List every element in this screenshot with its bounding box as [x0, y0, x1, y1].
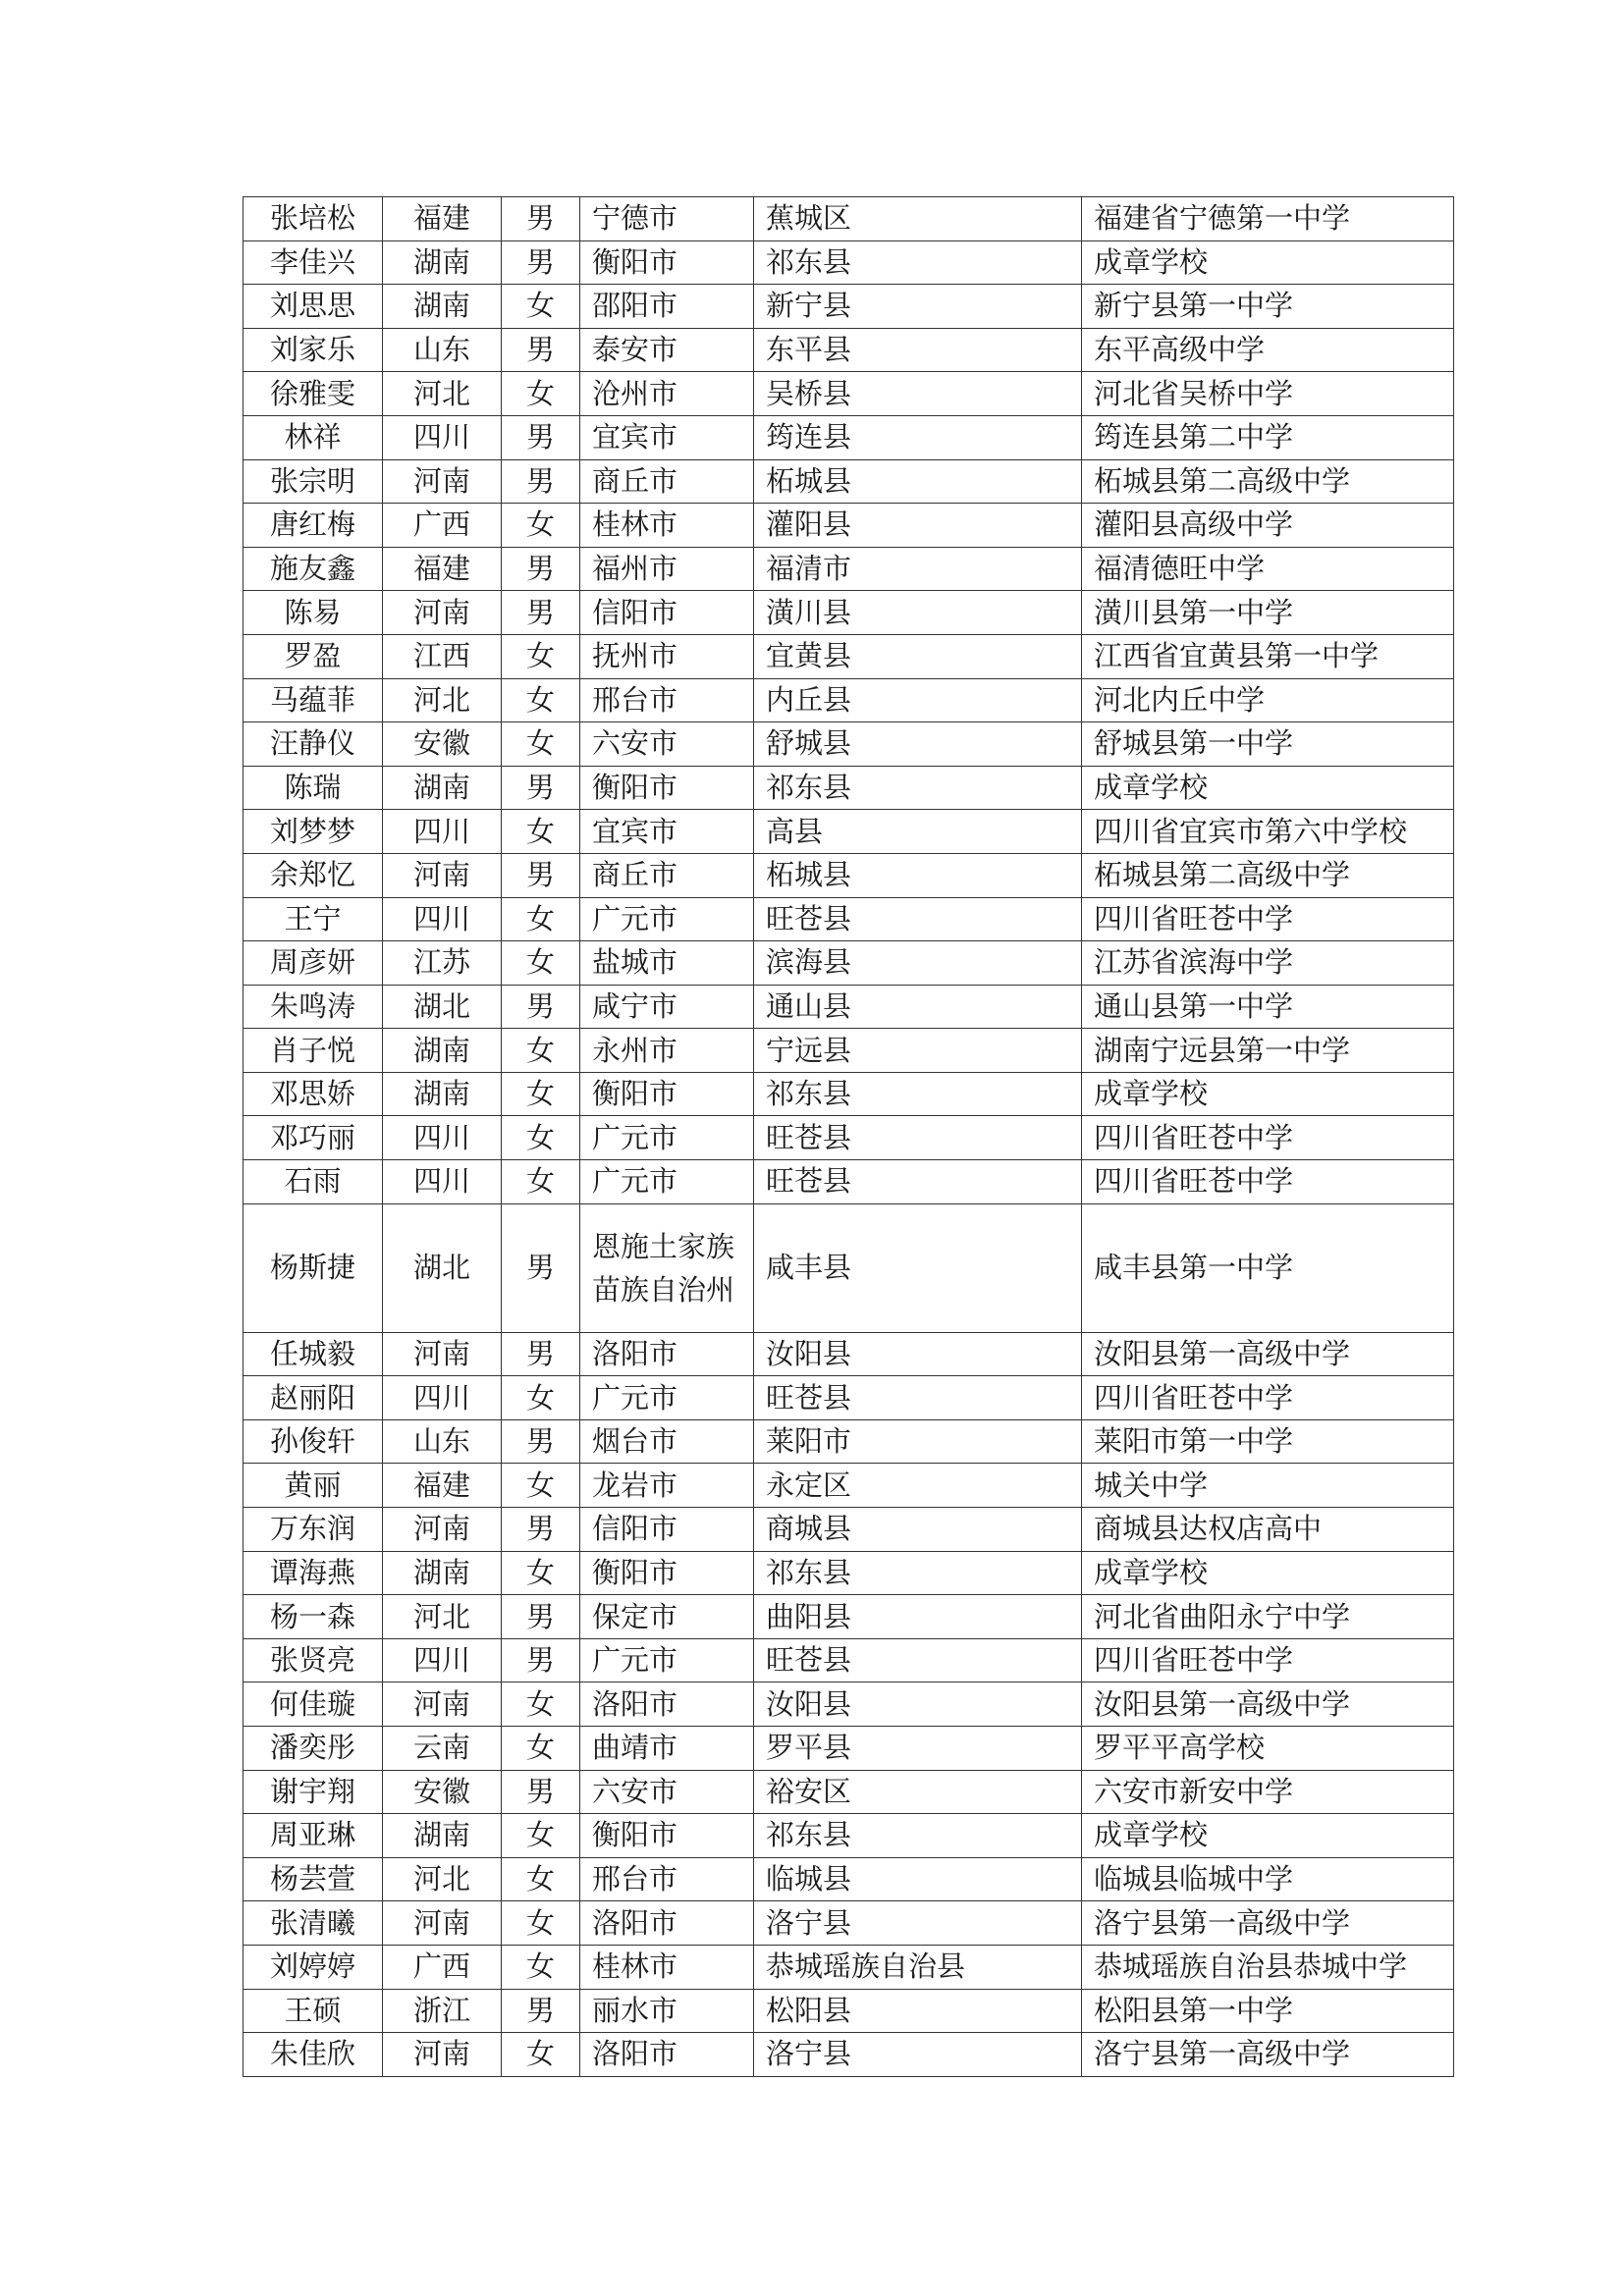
- table-row: [244, 810, 1454, 854]
- table-row: [244, 1332, 1454, 1376]
- cell-name: 谢宇翔: [244, 1770, 383, 1814]
- cell-gender: 女: [502, 634, 580, 678]
- cell-city: 信阳市: [580, 1508, 754, 1552]
- table-row: [244, 372, 1454, 416]
- cell-city: 邢台市: [580, 678, 754, 722]
- cell-county: 内丘县: [754, 678, 1082, 722]
- cell-province: 安徽: [383, 1770, 502, 1814]
- cell-name: 朱佳欣: [244, 2033, 383, 2077]
- cell-county: 通山县: [754, 985, 1082, 1029]
- cell-city: 衡阳市: [580, 766, 754, 810]
- cell-school: 四川省宜宾市第六中学校: [1082, 810, 1454, 854]
- cell-name: 林祥: [244, 415, 383, 459]
- cell-city: 咸宁市: [580, 985, 754, 1029]
- cell-name: 谭海燕: [244, 1551, 383, 1595]
- cell-school: 舒城县第一中学: [1082, 722, 1454, 767]
- cell-county: 灌阳县: [754, 504, 1082, 548]
- cell-city: 恩施土家族苗族自治州: [580, 1203, 754, 1332]
- cell-city: 洛阳市: [580, 1682, 754, 1727]
- cell-gender: 女: [502, 285, 580, 329]
- cell-name: 刘思思: [244, 285, 383, 329]
- cell-province: 山东: [383, 328, 502, 372]
- cell-gender: 女: [502, 1682, 580, 1727]
- cell-province: 湖北: [383, 985, 502, 1029]
- cell-name: 肖子悦: [244, 1029, 383, 1073]
- cell-county: 汝阳县: [754, 1332, 1082, 1376]
- cell-name: 罗盈: [244, 634, 383, 678]
- cell-school: 通山县第一中学: [1082, 985, 1454, 1029]
- cell-gender: 女: [502, 678, 580, 722]
- cell-school: 汝阳县第一高级中学: [1082, 1682, 1454, 1727]
- cell-gender: 女: [502, 372, 580, 416]
- cell-province: 广西: [383, 504, 502, 548]
- cell-province: 河南: [383, 2033, 502, 2077]
- cell-name: 周彦妍: [244, 941, 383, 986]
- cell-gender: 女: [502, 1116, 580, 1160]
- cell-county: 裕安区: [754, 1770, 1082, 1814]
- cell-school: 莱阳市第一中学: [1082, 1419, 1454, 1464]
- cell-school: 福建省宁德第一中学: [1082, 197, 1454, 241]
- cell-city: 沧州市: [580, 372, 754, 416]
- table-row: [244, 1638, 1454, 1682]
- cell-county: 高县: [754, 810, 1082, 854]
- cell-school: 河北内丘中学: [1082, 678, 1454, 722]
- cell-name: 李佳兴: [244, 240, 383, 285]
- cell-county: 旺苍县: [754, 1160, 1082, 1204]
- cell-province: 河南: [383, 1332, 502, 1376]
- cell-province: 湖南: [383, 1814, 502, 1858]
- cell-school: 恭城瑶族自治县恭城中学: [1082, 1945, 1454, 1989]
- cell-county: 祁东县: [754, 1814, 1082, 1858]
- cell-school: 柘城县第二高级中学: [1082, 853, 1454, 897]
- cell-province: 四川: [383, 415, 502, 459]
- cell-city: 衡阳市: [580, 1072, 754, 1116]
- table-row: [244, 1508, 1454, 1552]
- cell-city: 盐城市: [580, 941, 754, 986]
- table-row: [244, 415, 1454, 459]
- table-row: [244, 240, 1454, 285]
- cell-name: 唐红梅: [244, 504, 383, 548]
- roster-body: [244, 197, 1454, 2077]
- cell-name: 黄丽: [244, 1464, 383, 1508]
- cell-school: 四川省旺苍中学: [1082, 897, 1454, 941]
- cell-name: 万东润: [244, 1508, 383, 1552]
- cell-city: 六安市: [580, 722, 754, 767]
- cell-county: 商城县: [754, 1508, 1082, 1552]
- cell-city: 信阳市: [580, 591, 754, 635]
- cell-gender: 男: [502, 1638, 580, 1682]
- table-row: [244, 547, 1454, 591]
- cell-county: 汝阳县: [754, 1682, 1082, 1727]
- cell-gender: 女: [502, 504, 580, 548]
- table-row: [244, 328, 1454, 372]
- cell-county: 永定区: [754, 1464, 1082, 1508]
- cell-school: 成章学校: [1082, 1551, 1454, 1595]
- cell-province: 福建: [383, 1464, 502, 1508]
- cell-county: 福清市: [754, 547, 1082, 591]
- cell-school: 四川省旺苍中学: [1082, 1376, 1454, 1420]
- cell-county: 罗平县: [754, 1727, 1082, 1771]
- cell-school: 成章学校: [1082, 240, 1454, 285]
- cell-city: 宜宾市: [580, 810, 754, 854]
- cell-gender: 男: [502, 197, 580, 241]
- cell-school: 江苏省滨海中学: [1082, 941, 1454, 986]
- cell-province: 山东: [383, 1419, 502, 1464]
- cell-gender: 男: [502, 1419, 580, 1464]
- cell-province: 福建: [383, 197, 502, 241]
- cell-city: 邢台市: [580, 1857, 754, 1901]
- table-row: [244, 1989, 1454, 2033]
- cell-gender: 女: [502, 1160, 580, 1204]
- cell-school: 成章学校: [1082, 1814, 1454, 1858]
- cell-province: 河南: [383, 1682, 502, 1727]
- cell-province: 河北: [383, 1595, 502, 1639]
- cell-county: 祁东县: [754, 1072, 1082, 1116]
- cell-school: 湖南宁远县第一中学: [1082, 1029, 1454, 1073]
- cell-name: 任城毅: [244, 1332, 383, 1376]
- cell-province: 湖南: [383, 1029, 502, 1073]
- cell-school: 柘城县第二高级中学: [1082, 459, 1454, 504]
- cell-county: 恭城瑶族自治县: [754, 1945, 1082, 1989]
- cell-county: 洛宁县: [754, 1901, 1082, 1946]
- cell-gender: 女: [502, 1945, 580, 1989]
- cell-name: 刘梦梦: [244, 810, 383, 854]
- table-row: [244, 1029, 1454, 1073]
- cell-county: 舒城县: [754, 722, 1082, 767]
- cell-county: 莱阳市: [754, 1419, 1082, 1464]
- cell-city: 广元市: [580, 1160, 754, 1204]
- cell-school: 河北省曲阳永宁中学: [1082, 1595, 1454, 1639]
- cell-gender: 女: [502, 1072, 580, 1116]
- cell-name: 张培松: [244, 197, 383, 241]
- cell-school: 江西省宜黄县第一中学: [1082, 634, 1454, 678]
- cell-province: 四川: [383, 1160, 502, 1204]
- cell-gender: 女: [502, 1029, 580, 1073]
- cell-name: 邓思娇: [244, 1072, 383, 1116]
- cell-gender: 男: [502, 1203, 580, 1332]
- cell-name: 朱鸣涛: [244, 985, 383, 1029]
- cell-city: 桂林市: [580, 504, 754, 548]
- cell-province: 浙江: [383, 1989, 502, 2033]
- table-row: [244, 1116, 1454, 1160]
- cell-province: 四川: [383, 1638, 502, 1682]
- cell-school: 成章学校: [1082, 766, 1454, 810]
- cell-province: 四川: [383, 1376, 502, 1420]
- student-roster-table: [243, 196, 1454, 2077]
- cell-school: 松阳县第一中学: [1082, 1989, 1454, 2033]
- cell-province: 湖南: [383, 766, 502, 810]
- table-row: [244, 285, 1454, 329]
- cell-name: 周亚琳: [244, 1814, 383, 1858]
- table-row: [244, 1419, 1454, 1464]
- cell-city: 六安市: [580, 1770, 754, 1814]
- table-row: [244, 766, 1454, 810]
- cell-county: 宁远县: [754, 1029, 1082, 1073]
- cell-county: 柘城县: [754, 459, 1082, 504]
- cell-name: 王硕: [244, 1989, 383, 2033]
- cell-gender: 男: [502, 1989, 580, 2033]
- cell-province: 福建: [383, 547, 502, 591]
- cell-county: 曲阳县: [754, 1595, 1082, 1639]
- cell-county: 旺苍县: [754, 1638, 1082, 1682]
- cell-province: 河南: [383, 459, 502, 504]
- cell-name: 何佳璇: [244, 1682, 383, 1727]
- cell-gender: 男: [502, 1508, 580, 1552]
- cell-city: 洛阳市: [580, 2033, 754, 2077]
- cell-school: 四川省旺苍中学: [1082, 1638, 1454, 1682]
- table-row: [244, 1203, 1454, 1332]
- cell-province: 河南: [383, 591, 502, 635]
- cell-gender: 男: [502, 985, 580, 1029]
- cell-county: 柘城县: [754, 853, 1082, 897]
- cell-city: 抚州市: [580, 634, 754, 678]
- cell-province: 江苏: [383, 941, 502, 986]
- cell-gender: 女: [502, 897, 580, 941]
- cell-city: 商丘市: [580, 459, 754, 504]
- cell-school: 四川省旺苍中学: [1082, 1116, 1454, 1160]
- table-row: [244, 1814, 1454, 1858]
- cell-city: 福州市: [580, 547, 754, 591]
- table-row: [244, 504, 1454, 548]
- cell-province: 河南: [383, 1901, 502, 1946]
- cell-gender: 男: [502, 766, 580, 810]
- cell-county: 旺苍县: [754, 897, 1082, 941]
- cell-city: 衡阳市: [580, 1814, 754, 1858]
- cell-school: 汝阳县第一高级中学: [1082, 1332, 1454, 1376]
- cell-gender: 男: [502, 459, 580, 504]
- cell-county: 洛宁县: [754, 2033, 1082, 2077]
- cell-name: 杨斯捷: [244, 1203, 383, 1332]
- cell-province: 安徽: [383, 722, 502, 767]
- cell-city: 洛阳市: [580, 1332, 754, 1376]
- cell-county: 祁东县: [754, 1551, 1082, 1595]
- cell-school: 咸丰县第一中学: [1082, 1203, 1454, 1332]
- cell-name: 张宗明: [244, 459, 383, 504]
- cell-province: 江西: [383, 634, 502, 678]
- cell-gender: 男: [502, 1332, 580, 1376]
- cell-school: 福清德旺中学: [1082, 547, 1454, 591]
- cell-province: 河北: [383, 678, 502, 722]
- cell-province: 河南: [383, 853, 502, 897]
- table-row: [244, 1901, 1454, 1946]
- cell-school: 洛宁县第一高级中学: [1082, 1901, 1454, 1946]
- cell-province: 湖南: [383, 240, 502, 285]
- cell-city: 广元市: [580, 1638, 754, 1682]
- cell-city: 宜宾市: [580, 415, 754, 459]
- cell-name: 余郑忆: [244, 853, 383, 897]
- cell-city: 广元市: [580, 1116, 754, 1160]
- cell-gender: 女: [502, 1814, 580, 1858]
- cell-gender: 女: [502, 1901, 580, 1946]
- cell-name: 施友鑫: [244, 547, 383, 591]
- cell-name: 马蕴菲: [244, 678, 383, 722]
- cell-county: 旺苍县: [754, 1376, 1082, 1420]
- cell-gender: 女: [502, 941, 580, 986]
- cell-school: 成章学校: [1082, 1072, 1454, 1116]
- cell-county: 宜黄县: [754, 634, 1082, 678]
- cell-gender: 女: [502, 2033, 580, 2077]
- cell-city: 烟台市: [580, 1419, 754, 1464]
- cell-gender: 男: [502, 1595, 580, 1639]
- cell-city: 衡阳市: [580, 240, 754, 285]
- cell-gender: 男: [502, 415, 580, 459]
- table-row: [244, 591, 1454, 635]
- cell-gender: 男: [502, 1770, 580, 1814]
- table-row: [244, 941, 1454, 986]
- cell-gender: 女: [502, 1376, 580, 1420]
- table-row: [244, 722, 1454, 767]
- cell-county: 旺苍县: [754, 1116, 1082, 1160]
- cell-school: 商城县达权店高中: [1082, 1508, 1454, 1552]
- cell-city: 商丘市: [580, 853, 754, 897]
- cell-name: 刘家乐: [244, 328, 383, 372]
- cell-city: 宁德市: [580, 197, 754, 241]
- cell-school: 潢川县第一中学: [1082, 591, 1454, 635]
- cell-province: 四川: [383, 1116, 502, 1160]
- cell-gender: 男: [502, 853, 580, 897]
- cell-province: 云南: [383, 1727, 502, 1771]
- cell-name: 潘奕彤: [244, 1727, 383, 1771]
- cell-city: 广元市: [580, 897, 754, 941]
- cell-name: 孙俊轩: [244, 1419, 383, 1464]
- cell-school: 筠连县第二中学: [1082, 415, 1454, 459]
- cell-name: 张清曦: [244, 1901, 383, 1946]
- cell-name: 陈瑞: [244, 766, 383, 810]
- cell-school: 四川省旺苍中学: [1082, 1160, 1454, 1204]
- cell-name: 王宁: [244, 897, 383, 941]
- table-row: [244, 1072, 1454, 1116]
- cell-school: 洛宁县第一高级中学: [1082, 2033, 1454, 2077]
- cell-province: 河北: [383, 1857, 502, 1901]
- cell-city: 衡阳市: [580, 1551, 754, 1595]
- cell-county: 临城县: [754, 1857, 1082, 1901]
- cell-name: 陈易: [244, 591, 383, 635]
- cell-city: 泰安市: [580, 328, 754, 372]
- cell-county: 潢川县: [754, 591, 1082, 635]
- cell-county: 蕉城区: [754, 197, 1082, 241]
- cell-county: 松阳县: [754, 1989, 1082, 2033]
- cell-school: 河北省吴桥中学: [1082, 372, 1454, 416]
- table-row: [244, 985, 1454, 1029]
- cell-gender: 男: [502, 328, 580, 372]
- cell-county: 祁东县: [754, 240, 1082, 285]
- table-row: [244, 1595, 1454, 1639]
- cell-school: 临城县临城中学: [1082, 1857, 1454, 1901]
- cell-province: 四川: [383, 810, 502, 854]
- cell-name: 汪静仪: [244, 722, 383, 767]
- cell-province: 湖南: [383, 1551, 502, 1595]
- table-row: [244, 1857, 1454, 1901]
- cell-province: 河北: [383, 372, 502, 416]
- cell-province: 河南: [383, 1508, 502, 1552]
- cell-province: 湖北: [383, 1203, 502, 1332]
- table-row: [244, 1945, 1454, 1989]
- cell-school: 新宁县第一中学: [1082, 285, 1454, 329]
- cell-school: 六安市新安中学: [1082, 1770, 1454, 1814]
- cell-name: 邓巧丽: [244, 1116, 383, 1160]
- cell-name: 刘婷婷: [244, 1945, 383, 1989]
- cell-city: 丽水市: [580, 1989, 754, 2033]
- cell-gender: 男: [502, 547, 580, 591]
- cell-name: 徐雅雯: [244, 372, 383, 416]
- cell-province: 湖南: [383, 1072, 502, 1116]
- cell-county: 东平县: [754, 328, 1082, 372]
- table-row: [244, 1464, 1454, 1508]
- table-row: [244, 459, 1454, 504]
- cell-province: 湖南: [383, 285, 502, 329]
- cell-school: 城关中学: [1082, 1464, 1454, 1508]
- table-row: [244, 2033, 1454, 2077]
- cell-city: 洛阳市: [580, 1901, 754, 1946]
- table-row: [244, 197, 1454, 241]
- cell-name: 赵丽阳: [244, 1376, 383, 1420]
- cell-school: 东平高级中学: [1082, 328, 1454, 372]
- table-row: [244, 1551, 1454, 1595]
- cell-gender: 女: [502, 1857, 580, 1901]
- table-row: [244, 678, 1454, 722]
- table-row: [244, 1770, 1454, 1814]
- table-row: [244, 853, 1454, 897]
- cell-school: 灌阳县高级中学: [1082, 504, 1454, 548]
- cell-name: 石雨: [244, 1160, 383, 1204]
- cell-name: 杨芸萱: [244, 1857, 383, 1901]
- cell-county: 筠连县: [754, 415, 1082, 459]
- cell-province: 四川: [383, 897, 502, 941]
- cell-gender: 女: [502, 722, 580, 767]
- cell-gender: 女: [502, 1551, 580, 1595]
- cell-city: 广元市: [580, 1376, 754, 1420]
- cell-county: 咸丰县: [754, 1203, 1082, 1332]
- cell-city: 永州市: [580, 1029, 754, 1073]
- cell-gender: 男: [502, 240, 580, 285]
- table-row: [244, 897, 1454, 941]
- cell-county: 祁东县: [754, 766, 1082, 810]
- cell-name: 杨一森: [244, 1595, 383, 1639]
- cell-city: 邵阳市: [580, 285, 754, 329]
- table-row: [244, 1160, 1454, 1204]
- cell-gender: 女: [502, 810, 580, 854]
- cell-school: 罗平平高学校: [1082, 1727, 1454, 1771]
- cell-gender: 女: [502, 1464, 580, 1508]
- cell-gender: 男: [502, 591, 580, 635]
- cell-county: 吴桥县: [754, 372, 1082, 416]
- table-row: [244, 1682, 1454, 1727]
- table-row: [244, 1727, 1454, 1771]
- table-row: [244, 634, 1454, 678]
- cell-city: 龙岩市: [580, 1464, 754, 1508]
- table-row: [244, 1376, 1454, 1420]
- cell-city: 保定市: [580, 1595, 754, 1639]
- cell-county: 新宁县: [754, 285, 1082, 329]
- cell-city: 桂林市: [580, 1945, 754, 1989]
- cell-gender: 女: [502, 1727, 580, 1771]
- cell-city: 曲靖市: [580, 1727, 754, 1771]
- cell-county: 滨海县: [754, 941, 1082, 986]
- cell-province: 广西: [383, 1945, 502, 1989]
- cell-name: 张贤亮: [244, 1638, 383, 1682]
